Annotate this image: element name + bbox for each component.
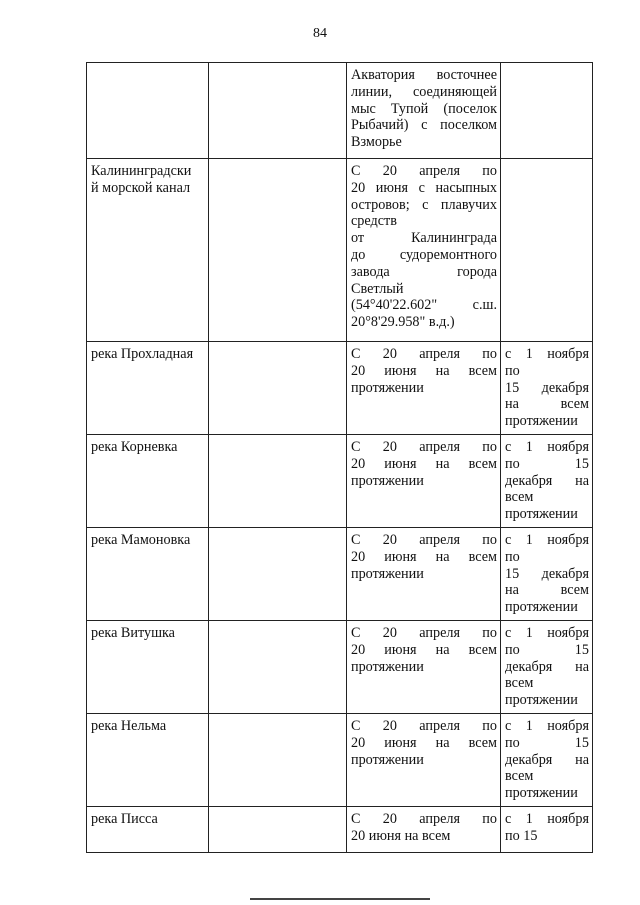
cell-line: 15 декабря	[505, 379, 589, 396]
cell-line: протяжении	[505, 506, 578, 523]
cell-line: по	[505, 362, 520, 379]
cell-line: протяжении	[505, 599, 578, 616]
cell-line: 20 июня на всем	[351, 827, 451, 844]
cell-line: протяжении	[351, 751, 424, 768]
cell-waterbody-name	[87, 434, 209, 527]
cell-waterbody-name	[87, 620, 209, 713]
cell-empty	[209, 806, 347, 852]
cell-line: река Витушка	[91, 624, 175, 641]
cell-autumn-period	[501, 806, 593, 852]
cell-line: по 15	[505, 641, 589, 658]
cell-line: протяжении	[351, 565, 424, 582]
cell-line: на всем	[505, 396, 589, 413]
cell-line: завода города	[351, 263, 497, 280]
cell-empty	[209, 342, 347, 435]
cell-spring-period	[347, 63, 501, 159]
cell-autumn-period	[501, 342, 593, 435]
cell-line: всем	[505, 675, 534, 692]
cell-autumn-period	[501, 434, 593, 527]
cell-line: линии, соединяющей	[351, 83, 497, 100]
cell-waterbody-name	[87, 713, 209, 806]
table-row	[87, 713, 593, 806]
cell-autumn-period	[501, 620, 593, 713]
cell-spring-period	[347, 527, 501, 620]
cell-spring-period	[347, 159, 501, 342]
restrictions-table	[86, 62, 593, 853]
page-number: 84	[313, 26, 327, 41]
bottom-edge-mark	[250, 898, 430, 900]
cell-waterbody-name	[87, 159, 209, 342]
cell-line: 20 июня на всем	[351, 641, 497, 658]
cell-line: Калининградски	[91, 163, 192, 179]
cell-line: 20 июня с насыпных	[351, 179, 497, 196]
table-row	[87, 434, 593, 527]
cell-line: декабря на	[505, 658, 589, 675]
cell-line: по 15	[505, 455, 589, 472]
cell-line: С 20 апреля по	[351, 717, 497, 734]
cell-line: 20 июня на всем	[351, 362, 497, 379]
table-row	[87, 159, 593, 342]
cell-line: Акватория восточнее	[351, 67, 497, 83]
cell-line: река Нельма	[91, 717, 167, 734]
cell-autumn-period	[501, 63, 593, 159]
cell-line: протяжении	[351, 658, 424, 675]
cell-line: 15 декабря	[505, 565, 589, 582]
cell-line: декабря на	[505, 472, 589, 489]
cell-line: 20 июня на всем	[351, 455, 497, 472]
cell-empty	[209, 713, 347, 806]
cell-line: мыс Тупой (поселок	[351, 100, 497, 117]
cell-line: протяжении	[351, 379, 424, 396]
cell-empty	[209, 434, 347, 527]
cell-waterbody-name	[87, 806, 209, 852]
cell-line: й морской канал	[91, 179, 191, 196]
cell-autumn-period	[501, 713, 593, 806]
cell-line: С 20 апреля по	[351, 438, 497, 455]
cell-line: протяжении	[351, 472, 424, 489]
cell-spring-period	[347, 713, 501, 806]
cell-line: Рыбачий) с поселком	[351, 117, 497, 134]
cell-line: до судоремонтного	[351, 246, 497, 263]
cell-waterbody-name	[87, 63, 209, 159]
cell-autumn-period	[501, 159, 593, 342]
cell-line: с 1 ноября	[505, 531, 589, 548]
cell-line: река Прохладная	[91, 346, 194, 362]
cell-line: 20 июня на всем	[351, 548, 497, 565]
cell-waterbody-name	[87, 342, 209, 435]
cell-line: протяжении	[505, 413, 578, 430]
cell-autumn-period	[501, 527, 593, 620]
cell-line: река Мамоновка	[91, 531, 191, 548]
cell-line: 20°8'29.958" в.д.)	[351, 314, 455, 331]
cell-line: С 20 апреля по	[351, 531, 497, 548]
cell-line: С 20 апреля по	[351, 163, 497, 179]
table-row	[87, 527, 593, 620]
cell-spring-period	[347, 620, 501, 713]
cell-line: островов; с плавучих	[351, 196, 497, 213]
cell-line: река Корневка	[91, 438, 178, 455]
table-row	[87, 620, 593, 713]
cell-empty	[209, 159, 347, 342]
cell-line: на всем	[505, 582, 589, 599]
cell-empty	[209, 527, 347, 620]
cell-line: по 15	[505, 827, 538, 844]
cell-empty	[209, 620, 347, 713]
cell-line: с 1 ноября	[505, 346, 589, 362]
cell-line: 20 июня на всем	[351, 734, 497, 751]
cell-line: Взморье	[351, 134, 402, 151]
cell-line: С 20 апреля по	[351, 810, 497, 827]
cell-empty	[209, 63, 347, 159]
cell-spring-period	[347, 342, 501, 435]
table-row	[87, 342, 593, 435]
cell-line: от Калининграда	[351, 230, 497, 247]
cell-line: всем	[505, 768, 534, 785]
cell-spring-period	[347, 434, 501, 527]
cell-line: средств	[351, 213, 397, 230]
cell-line: река Писса	[91, 810, 158, 827]
cell-line: протяжении	[505, 692, 578, 709]
cell-line: (54°40'22.602" с.ш.	[351, 297, 497, 314]
cell-line: с 1 ноября	[505, 810, 589, 827]
cell-line: с 1 ноября	[505, 624, 589, 641]
cell-waterbody-name	[87, 527, 209, 620]
table-row	[87, 806, 593, 852]
cell-line: С 20 апреля по	[351, 624, 497, 641]
cell-line: С 20 апреля по	[351, 346, 497, 362]
cell-spring-period	[347, 806, 501, 852]
cell-line: по	[505, 548, 520, 565]
cell-line: декабря на	[505, 751, 589, 768]
cell-line: с 1 ноября	[505, 438, 589, 455]
cell-line: Светлый	[351, 280, 404, 297]
cell-line: всем	[505, 489, 534, 506]
cell-line: по 15	[505, 734, 589, 751]
cell-line: протяжении	[505, 785, 578, 802]
table-row	[87, 63, 593, 159]
cell-line: с 1 ноября	[505, 717, 589, 734]
